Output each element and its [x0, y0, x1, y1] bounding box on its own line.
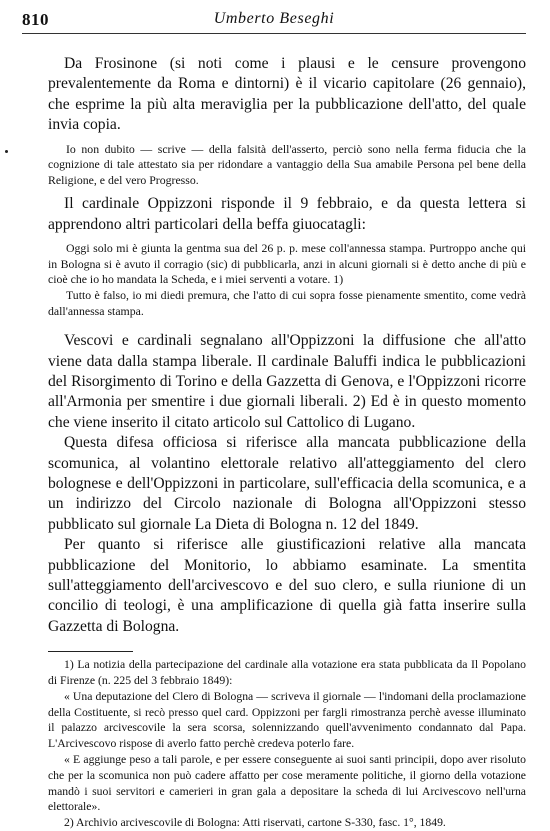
- page-number: 810: [22, 10, 49, 29]
- footnote-2: 2) Archivio arcivescovile di Bologna: Atti riservati, cartone S-330, fasc. 1°, 1849.: [64, 816, 446, 830]
- paragraph-vescovi: Vescovi e cardinali segnalano all'Oppizzoni la diffusione che all'atto viene data dalla stampa liberale. Il cardinale Baluffi indica le pubblicazioni del Risorgimento di Torino e della Gazzetta di Genova, e l'Oppizzoni ricorre all'Armonia per smentire i due giornali liberali. 2) Ed è in questo momento che viene inserito il citato articolo sul Cattolico di Lugano.: [48, 332, 526, 431]
- paragraph-frosinone: Da Frosinone (si noti come i plausi e le censure provengono prevalentemente da Roma e dintorni) è il vicario capitolare (26 gennaio), che esprime la più alta meraviglia per la pubblicazione dell'atto, del quale invia copia.: [48, 55, 526, 134]
- quote-vicario: Io non dubito — scrive — della falsità dell'asserto, perciò sono nella ferma fiducia che la cognizione di tale attestato sia per ridondare a vantaggio della Sua amabile Persona pel bene della Religione, e del vero Progresso.: [48, 141, 526, 187]
- quote-oppizzoni-denial: Tutto è falso, io mi diedi premura, che l'atto di cui sopra fosse pienamente smentito, come vedrà dall'annessa stampa.: [48, 288, 526, 318]
- paragraph-giustificazioni: Per quanto si riferisce alle giustificazioni relative alla mancata pubblicazione del Monitorio, lo abbiamo esaminate. La smentita sull'atteggiamento dell'arcivescovo e del suo clero, e sulla riunione di un concilio di teologi, è una amplificazione di quella già fatta inserire sulla Gazzetta di Bologna.: [48, 536, 526, 635]
- footnote-1-quote-a: « Una deputazione del Clero di Bologna — scriveva il giornale — l'indomani della proclamazione della Costituente, si recò presso quel card. Oppizzoni per fargli rimostranza perchè avesse illuminato il palazzo arcivescovile la sera scorsa, solennizzando quell'avvenimento condannato dal Papa. L'Arcivescovo rispose di averlo fatto perchè credeva poterlo fare.: [48, 689, 526, 751]
- header-rule: [22, 33, 526, 34]
- running-head: Umberto Beseghi: [213, 10, 335, 27]
- paragraph-oppizzoni-reply: Il cardinale Oppizzoni risponde il 9 febbraio, e da questa lettera si apprendono altri particolari della beffa giuocatagli:: [48, 195, 526, 233]
- page-body: [48, 54, 526, 831]
- quote-oppizzoni-letter: Oggi solo mi è giunta la gentma sua del 26 p. p. mese coll'annessa stampa. Purtroppo anche qui in Bologna si è avuto il corragio (sic) di pubblicarla, anzi in alcuni giornali si è detto anche di più e cioè che io ho mandata la Scheda, e i miei serventi a votare. 1): [48, 241, 526, 287]
- paragraph-difesa: Questa difesa officiosa si riferisce alla mancata pubblicazione della scomunica, al volantino elettorale relativo all'atteggiamento del clero bolognese e dell'Oppizzoni in particolare, sull'efficacia della scomunica, e a un indirizzo del Circolo nazionale di Bologna all'Oppizzoni stesso pubblicato sul giornale La Dieta di Bologna n. 12 del 1849.: [48, 434, 526, 533]
- footnote-1: 1) La notizia della partecipazione del cardinale alla votazione era stata pubblicata da Il Popolano di Firenze (n. 225 del 3 febbraio 1849):: [48, 658, 526, 688]
- page-header: [22, 10, 526, 32]
- margin-mark: [5, 150, 8, 153]
- footnote-separator: [48, 651, 133, 652]
- footnote-1-quote-b: « E aggiunge peso a tali parole, e per essere conseguente ai suoi santi principii, dopo aver risoluto che per la scomunica non può cadere affatto per cose meramente politiche, il giorno della votazione mandò i suoi servitori e camerieri in gran gala a depositare la scheda di lui Arcivescovo nell'urna elettorale».: [48, 753, 526, 814]
